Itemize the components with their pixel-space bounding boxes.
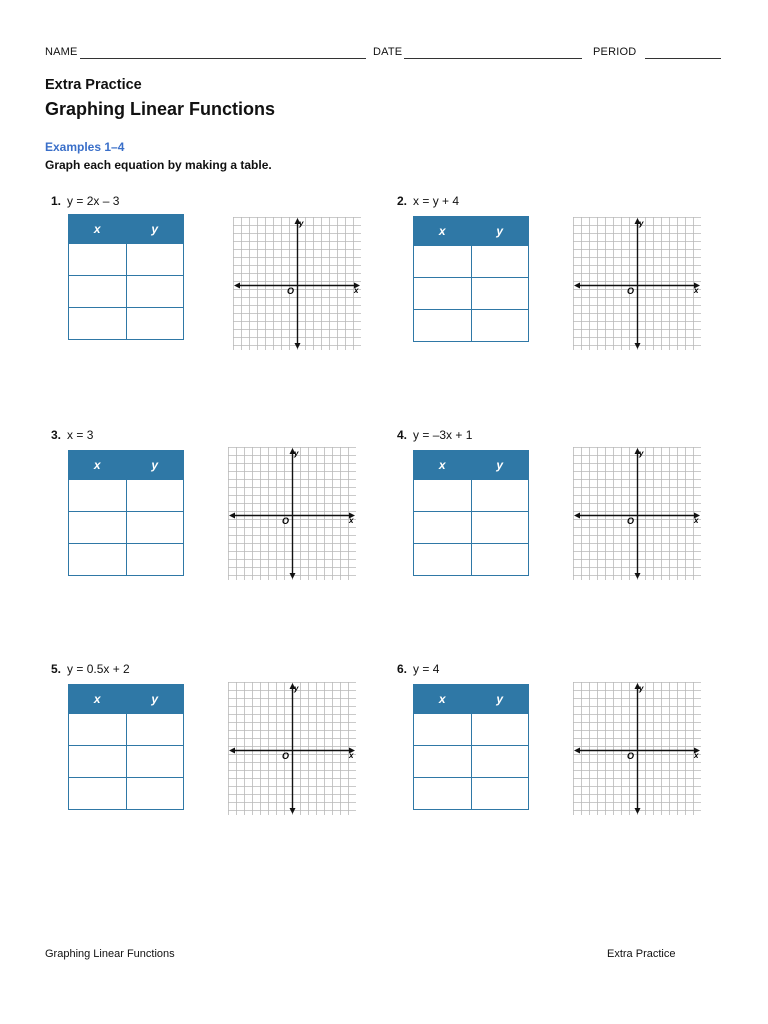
table-cell[interactable] bbox=[414, 714, 472, 746]
y-header: y bbox=[471, 217, 529, 246]
table-cell[interactable] bbox=[126, 544, 184, 576]
origin-label: O bbox=[287, 286, 295, 296]
problem-5 bbox=[51, 662, 130, 676]
problem-number: 1. bbox=[51, 194, 62, 208]
axis-arrow bbox=[574, 513, 580, 519]
x-axis-label: x bbox=[694, 286, 699, 295]
table-cell[interactable] bbox=[414, 480, 472, 512]
table-cell[interactable] bbox=[126, 714, 184, 746]
axis-arrow bbox=[229, 513, 235, 519]
axis-arrow bbox=[290, 573, 296, 579]
x-header: x bbox=[69, 451, 127, 480]
y-header: y bbox=[126, 685, 184, 714]
axis-arrow bbox=[295, 343, 301, 349]
coordinate-grid-4[interactable] bbox=[573, 447, 701, 580]
y-axis-label: y bbox=[294, 449, 299, 458]
problem-4 bbox=[397, 428, 472, 442]
table-cell[interactable] bbox=[471, 512, 529, 544]
xy-table-4 bbox=[413, 450, 529, 576]
x-axis-label: x bbox=[694, 751, 699, 760]
table-cell[interactable] bbox=[69, 308, 127, 340]
xy-table-2 bbox=[413, 216, 529, 342]
axis-arrow bbox=[635, 343, 641, 349]
table-cell[interactable] bbox=[126, 746, 184, 778]
problem-equation: y = 2x – 3 bbox=[67, 194, 120, 208]
problem-3 bbox=[51, 428, 93, 442]
footer-left: Graphing Linear Functions bbox=[45, 948, 175, 960]
axis-arrow bbox=[229, 748, 235, 754]
problem-number: 6. bbox=[397, 662, 408, 676]
table-cell[interactable] bbox=[414, 512, 472, 544]
worksheet-subtitle: Extra Practice bbox=[45, 77, 142, 93]
table-cell[interactable] bbox=[471, 746, 529, 778]
xy-table-6 bbox=[413, 684, 529, 810]
table-cell[interactable] bbox=[69, 480, 127, 512]
table-cell[interactable] bbox=[126, 276, 184, 308]
problem-number: 5. bbox=[51, 662, 62, 676]
table-cell[interactable] bbox=[471, 714, 529, 746]
x-header: x bbox=[69, 215, 127, 244]
table-cell[interactable] bbox=[69, 244, 127, 276]
instructions: Graph each equation by making a table. bbox=[45, 158, 272, 172]
table-cell[interactable] bbox=[471, 278, 529, 310]
y-header: y bbox=[471, 685, 529, 714]
problem-number: 4. bbox=[397, 428, 408, 442]
y-axis-label: y bbox=[639, 684, 644, 693]
table-cell[interactable] bbox=[414, 544, 472, 576]
x-header: x bbox=[69, 685, 127, 714]
worksheet-title: Graphing Linear Functions bbox=[45, 99, 276, 119]
origin-label: O bbox=[282, 751, 290, 761]
table-cell[interactable] bbox=[414, 246, 472, 278]
table-cell[interactable] bbox=[69, 714, 127, 746]
x-axis-label: x bbox=[349, 751, 354, 760]
axis-arrow bbox=[635, 573, 641, 579]
table-cell[interactable] bbox=[471, 480, 529, 512]
origin-label: O bbox=[627, 516, 635, 526]
y-axis-label: y bbox=[639, 449, 644, 458]
x-axis-label: x bbox=[694, 516, 699, 525]
coordinate-grid-1[interactable] bbox=[233, 217, 361, 350]
table-cell[interactable] bbox=[126, 308, 184, 340]
y-header: y bbox=[471, 451, 529, 480]
table-cell[interactable] bbox=[126, 244, 184, 276]
problem-equation: x = y + 4 bbox=[413, 194, 460, 208]
problem-number: 3. bbox=[51, 428, 62, 442]
date-field[interactable] bbox=[404, 58, 582, 59]
axis-arrow bbox=[234, 283, 240, 289]
coordinate-grid-3[interactable] bbox=[228, 447, 356, 580]
table-cell[interactable] bbox=[471, 778, 529, 810]
y-header: y bbox=[126, 451, 184, 480]
axis-arrow bbox=[635, 808, 641, 814]
origin-label: O bbox=[282, 516, 290, 526]
x-header: x bbox=[414, 451, 472, 480]
table-cell[interactable] bbox=[414, 310, 472, 342]
table-cell[interactable] bbox=[126, 778, 184, 810]
examples-label: Examples 1–4 bbox=[45, 140, 125, 154]
y-header: y bbox=[126, 215, 184, 244]
table-cell[interactable] bbox=[414, 778, 472, 810]
problem-number: 2. bbox=[397, 194, 408, 208]
xy-table-5 bbox=[68, 684, 184, 810]
xy-table-1 bbox=[68, 214, 184, 340]
y-axis-label: y bbox=[639, 219, 644, 228]
table-cell[interactable] bbox=[126, 480, 184, 512]
table-cell[interactable] bbox=[69, 276, 127, 308]
period-label: PERIOD bbox=[593, 46, 637, 58]
table-cell[interactable] bbox=[69, 512, 127, 544]
table-cell[interactable] bbox=[69, 544, 127, 576]
footer-right: Extra Practice bbox=[607, 948, 676, 960]
name-label: NAME bbox=[45, 46, 78, 58]
table-cell[interactable] bbox=[69, 778, 127, 810]
table-cell[interactable] bbox=[126, 512, 184, 544]
origin-label: O bbox=[627, 751, 635, 761]
table-cell[interactable] bbox=[471, 246, 529, 278]
coordinate-grid-2[interactable] bbox=[573, 217, 701, 350]
x-header: x bbox=[414, 685, 472, 714]
problem-equation: y = –3x + 1 bbox=[413, 428, 473, 442]
y-axis-label: y bbox=[299, 219, 304, 228]
x-axis-label: x bbox=[349, 516, 354, 525]
y-axis-label: y bbox=[294, 684, 299, 693]
problem-equation: y = 4 bbox=[413, 662, 440, 676]
date-label: DATE bbox=[373, 46, 403, 58]
x-header: x bbox=[414, 217, 472, 246]
problem-2 bbox=[397, 194, 459, 208]
table-cell[interactable] bbox=[414, 278, 472, 310]
table-cell[interactable] bbox=[471, 310, 529, 342]
x-axis-label: x bbox=[354, 286, 359, 295]
origin-label: O bbox=[627, 286, 635, 296]
problem-6 bbox=[397, 662, 439, 676]
name-field[interactable] bbox=[80, 58, 366, 59]
table-cell[interactable] bbox=[414, 746, 472, 778]
xy-table-3 bbox=[68, 450, 184, 576]
axis-arrow bbox=[290, 808, 296, 814]
coordinate-grid-5[interactable] bbox=[228, 682, 356, 815]
axis-arrow bbox=[574, 283, 580, 289]
problem-1 bbox=[51, 194, 119, 208]
problem-equation: y = 0.5x + 2 bbox=[67, 662, 130, 676]
table-cell[interactable] bbox=[471, 544, 529, 576]
axis-arrow bbox=[574, 748, 580, 754]
period-field[interactable] bbox=[645, 58, 721, 59]
problem-equation: x = 3 bbox=[67, 428, 94, 442]
coordinate-grid-6[interactable] bbox=[573, 682, 701, 815]
table-cell[interactable] bbox=[69, 746, 127, 778]
